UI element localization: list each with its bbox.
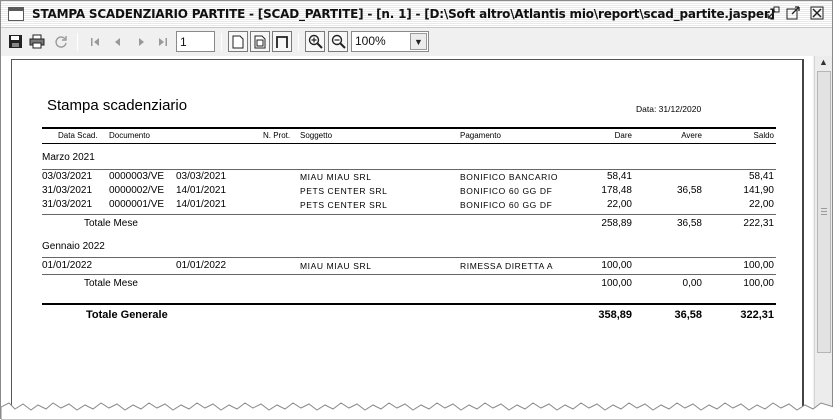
floppy-icon xyxy=(8,34,23,49)
row-documento: 0000001/VE xyxy=(109,199,165,210)
group-rule xyxy=(42,257,776,258)
row-dare: 178,48 xyxy=(601,185,632,196)
row-dare: 58,41 xyxy=(606,171,632,182)
header-rule-bottom xyxy=(42,143,776,144)
scrollbar-thumb[interactable] xyxy=(817,71,831,353)
row-pagamento: RIMESSA DIRETTA A xyxy=(460,261,554,271)
total-month-saldo: 100,00 xyxy=(743,278,774,289)
row-soggetto: PETS CENTER SRL xyxy=(300,200,388,210)
report-title: Stampa scadenziario xyxy=(47,97,188,114)
group-month: Gennaio 2022 xyxy=(42,241,105,252)
row-data: 01/01/2022 xyxy=(42,260,93,271)
row-pagamento: BONIFICO BANCARIO xyxy=(460,172,559,182)
reload-button[interactable] xyxy=(51,31,71,52)
next-page-icon xyxy=(135,36,147,48)
row-documento: 0000003/VE xyxy=(109,171,165,182)
row-soggetto: MIAU MIAU SRL xyxy=(300,261,372,271)
save-button[interactable] xyxy=(5,31,25,52)
last-page-button[interactable] xyxy=(153,31,173,52)
total-month-label: Totale Mese xyxy=(84,278,138,289)
col-pagamento: Pagamento xyxy=(460,131,501,140)
row-saldo: 141,90 xyxy=(743,185,774,196)
row-soggetto: PETS CENTER SRL xyxy=(300,186,388,196)
row-pagamento: BONIFICO 60 GG DF xyxy=(460,186,553,196)
row-soggetto: MIAU MIAU SRL xyxy=(300,172,372,182)
total-month-avere: 36,58 xyxy=(676,218,702,229)
row-documento: 0000002/VE xyxy=(109,185,165,196)
zoom-select[interactable] xyxy=(351,31,429,52)
col-avere: Avere xyxy=(681,131,702,140)
next-page-button[interactable] xyxy=(131,31,151,52)
grand-total-dare: 358,89 xyxy=(598,309,632,321)
zoom-value: 100% xyxy=(355,34,386,48)
chevron-down-icon[interactable]: ▼ xyxy=(410,33,427,50)
fit-width-icon xyxy=(275,35,289,49)
grand-total-avere: 36,58 xyxy=(674,309,702,321)
torn-edge xyxy=(1,397,833,420)
minimize-icon[interactable] xyxy=(765,6,781,22)
window-icon xyxy=(8,7,24,21)
row-data: 03/03/2021 xyxy=(42,171,93,182)
row-data: 31/03/2021 xyxy=(42,199,93,210)
zoom-out-button[interactable] xyxy=(328,31,348,52)
row-docdate: 14/01/2021 xyxy=(176,199,227,210)
page-number-input[interactable] xyxy=(176,31,215,52)
printer-icon xyxy=(29,34,45,49)
page-icon xyxy=(232,35,244,49)
fit-page-button[interactable] xyxy=(250,31,270,52)
zoom-in-button[interactable] xyxy=(305,31,325,52)
previous-page-icon xyxy=(112,36,124,48)
report-page xyxy=(11,59,804,420)
fit-page-icon xyxy=(254,35,266,49)
maximize-icon[interactable] xyxy=(785,6,801,22)
zoom-in-icon xyxy=(308,34,323,49)
row-saldo: 22,00 xyxy=(748,199,774,210)
total-month-dare: 100,00 xyxy=(601,278,632,289)
total-month-label: Totale Mese xyxy=(84,218,138,229)
vertical-scrollbar[interactable] xyxy=(814,56,832,420)
row-avere: 36,58 xyxy=(676,185,702,196)
total-month-saldo: 222,31 xyxy=(743,218,774,229)
header-rule-top xyxy=(42,127,776,129)
col-soggetto: Soggetto xyxy=(300,131,333,140)
scroll-up-icon[interactable]: ▲ xyxy=(819,57,828,67)
group-rule xyxy=(42,169,776,170)
row-docdate: 01/01/2022 xyxy=(176,260,227,271)
col-saldo: Saldo xyxy=(753,131,774,140)
subtotal-rule xyxy=(42,214,776,215)
row-data: 31/03/2021 xyxy=(42,185,93,196)
grand-total-rule xyxy=(42,303,776,305)
print-button[interactable] xyxy=(27,31,47,52)
row-saldo: 58,41 xyxy=(748,171,774,182)
col-documento: Documento xyxy=(109,131,150,140)
window-title: STAMPA SCADENZIARIO PARTITE - [SCAD_PARTITE] - [n. 1] - [D:\Soft altro\Atlantis mio\report\scad_partite.jasper] xyxy=(32,7,775,21)
title-bar[interactable] xyxy=(1,1,832,28)
subtotal-rule xyxy=(42,274,776,275)
actual-size-button[interactable] xyxy=(228,31,248,52)
first-page-icon xyxy=(89,36,101,48)
col-data-scad: Data Scad. xyxy=(58,131,98,140)
report-viewport[interactable] xyxy=(1,56,813,420)
close-icon[interactable] xyxy=(809,6,825,22)
fit-width-button[interactable] xyxy=(272,31,292,52)
refresh-icon xyxy=(54,35,68,49)
first-page-button[interactable] xyxy=(85,31,105,52)
col-dare: Dare xyxy=(614,131,632,140)
grand-total-label: Totale Generale xyxy=(86,309,168,321)
row-docdate: 03/03/2021 xyxy=(176,171,227,182)
report-date: Data: 31/12/2020 xyxy=(636,104,702,114)
row-docdate: 14/01/2021 xyxy=(176,185,227,196)
total-month-dare: 258,89 xyxy=(601,218,632,229)
row-saldo: 100,00 xyxy=(743,260,774,271)
row-dare: 100,00 xyxy=(601,260,632,271)
col-nprot: N. Prot. xyxy=(263,131,291,140)
total-month-avere: 0,00 xyxy=(682,278,702,289)
last-page-icon xyxy=(157,36,169,48)
grand-total-saldo: 322,31 xyxy=(740,309,774,321)
group-month: Marzo 2021 xyxy=(42,152,95,163)
zoom-out-icon xyxy=(331,34,346,49)
row-pagamento: BONIFICO 60 GG DF xyxy=(460,200,553,210)
row-dare: 22,00 xyxy=(606,199,632,210)
previous-page-button[interactable] xyxy=(108,31,128,52)
